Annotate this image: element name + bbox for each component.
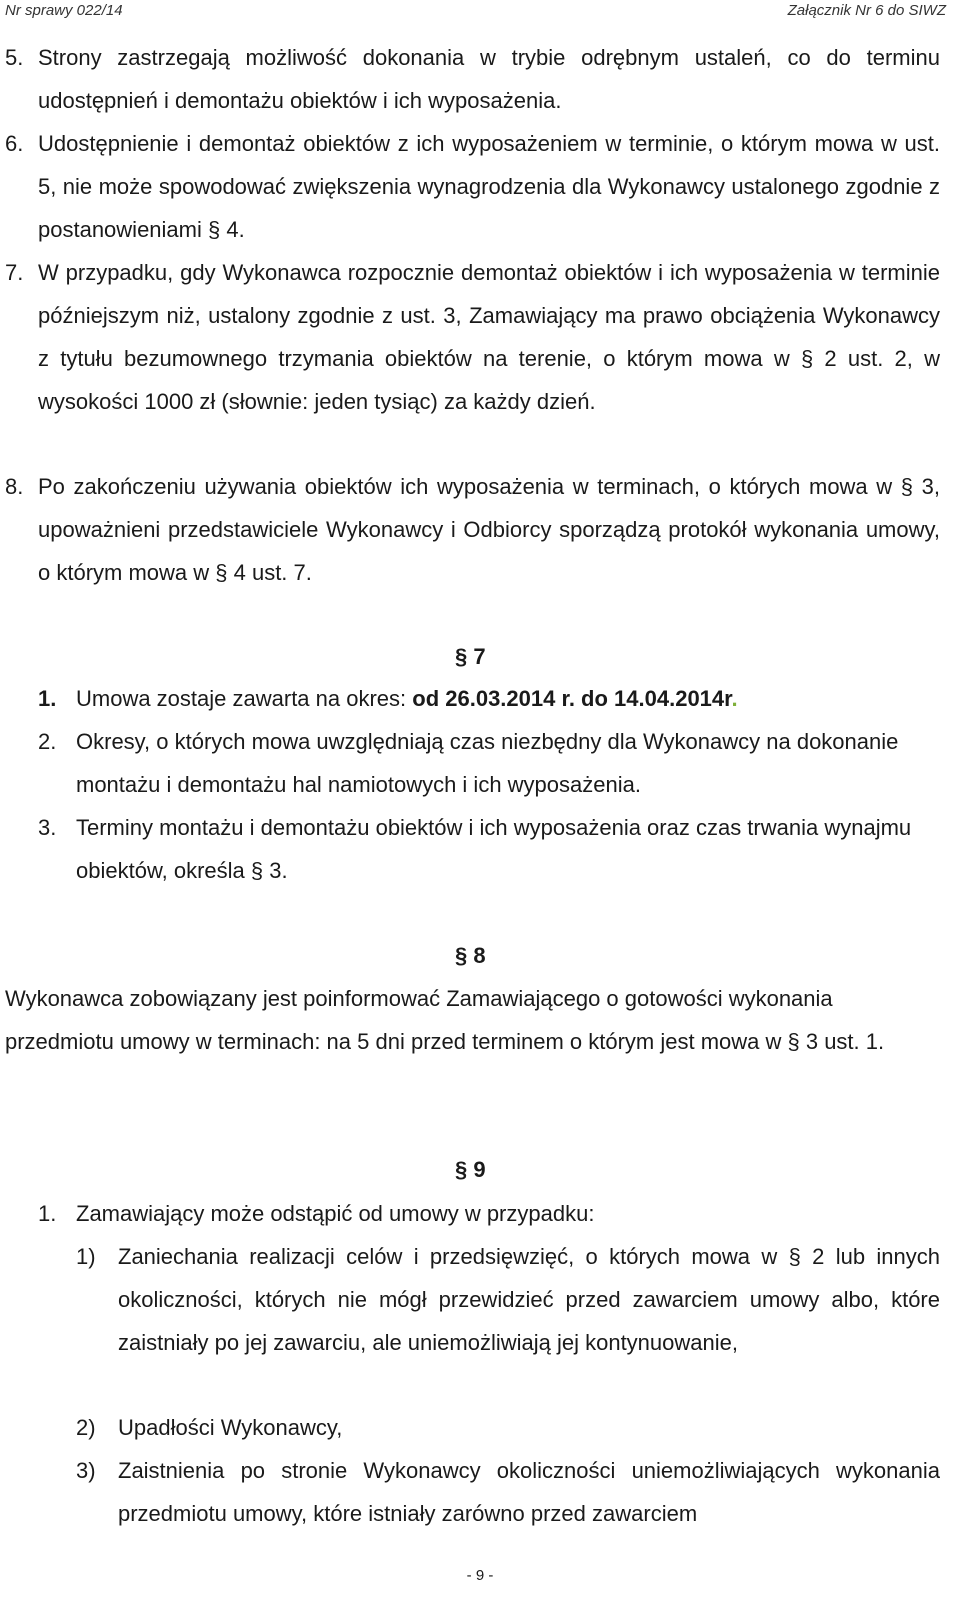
paragraph-6: Udostępnienie i demontaż obiektów z ich wyposażeniem w terminie, o którym mowa w ust. 5, nie może spowodować zwiększenia wynagrodzenia dla Wykonawcy ustalonego zgodnie z postanowieniami § 4. <box>38 131 940 242</box>
s9-sub-1-number: 1) <box>76 1244 96 1269</box>
paragraph-8: Po zakończeniu używania obiektów ich wyposażenia w terminach, o których mowa w § 3, upoważnieni przedstawiciele Wykonawcy i Odbiorcy sporządzą protokół wykonania umowy, o którym mowa w § 4 ust. 7. <box>38 474 940 585</box>
s7-item-1-period: . <box>731 686 738 711</box>
s9-sub-3-number: 3) <box>76 1458 96 1483</box>
header-attachment: Załącznik Nr 6 do SIWZ <box>787 2 946 19</box>
paragraph-6-number: 6. <box>5 131 24 156</box>
paragraph-7: W przypadku, gdy Wykonawca rozpocznie demontaż obiektów i ich wyposażenia w terminie późniejszym niż, ustalony zgodnie z ust. 3, Zamawiający ma prawo obciążenia Wykonawcy z tytułu bezumownego trzymania obiektów na terenie, o którym mowa w § 2 ust. 2, w wysokości 1000 zł (słownie: jeden tysiąc) za każdy dzień. <box>38 260 940 414</box>
s9-sub-2-number: 2) <box>76 1415 96 1440</box>
s7-item-1-text: Umowa zostaje zawarta na okres: <box>76 686 413 711</box>
paragraph-8-number: 8. <box>5 474 24 499</box>
s7-item-1-dates: od 26.03.2014 r. do 14.04.2014r <box>412 686 732 711</box>
paragraph-5-number: 5. <box>5 45 24 70</box>
section-7-heading: § 7 <box>455 644 486 669</box>
s7-item-3-number: 3. <box>38 815 57 840</box>
header-case-number: Nr sprawy 022/14 <box>5 2 123 19</box>
page-number: - 9 - <box>466 1567 494 1584</box>
s7-item-1 <box>76 677 940 720</box>
paragraph-7-number: 7. <box>5 260 24 285</box>
section-9-heading: § 9 <box>455 1157 486 1182</box>
section-8-heading: § 8 <box>455 943 486 968</box>
s9-item-1-number: 1. <box>38 1201 57 1226</box>
s7-item-1-number: 1. <box>38 686 57 711</box>
section-8-text: Wykonawca zobowiązany jest poinformować Zamawiającego o gotowości wykonania przedmiotu umowy w terminach: na 5 dni przed terminem o którym jest mowa w § 3 ust. 1. <box>5 986 885 1054</box>
s7-item-3: Terminy montażu i demontażu obiektów i ich wyposażenia oraz czas trwania wynajmu obiektów, określa § 3. <box>76 815 912 883</box>
s7-item-2-number: 2. <box>38 729 57 754</box>
paragraph-5: Strony zastrzegają możliwość dokonania w trybie odrębnym ustaleń, co do terminu udostępnień i demontażu obiektów i ich wyposażenia. <box>38 45 940 113</box>
s9-sub-1: Zaniechania realizacji celów i przedsięwzięć, o których mowa w § 2 lub innych okoliczności, których nie mógł przewidzieć przed zawarciem umowy albo, które zaistniały po jej zawarciu, ale uniemożliwiają jej kontynuowanie, <box>118 1244 940 1355</box>
s9-item-1: Zamawiający może odstąpić od umowy w przypadku: <box>76 1201 595 1226</box>
s9-sub-3: Zaistnienia po stronie Wykonawcy okoliczności uniemożliwiających wykonania przedmiotu umowy, które istniały zarówno przed zawarciem <box>118 1458 940 1526</box>
s7-item-2: Okresy, o których mowa uwzględniają czas niezbędny dla Wykonawcy na dokonanie montażu i demontażu hal namiotowych i ich wyposażenia. <box>76 729 899 797</box>
s9-sub-2: Upadłości Wykonawcy, <box>118 1415 343 1440</box>
